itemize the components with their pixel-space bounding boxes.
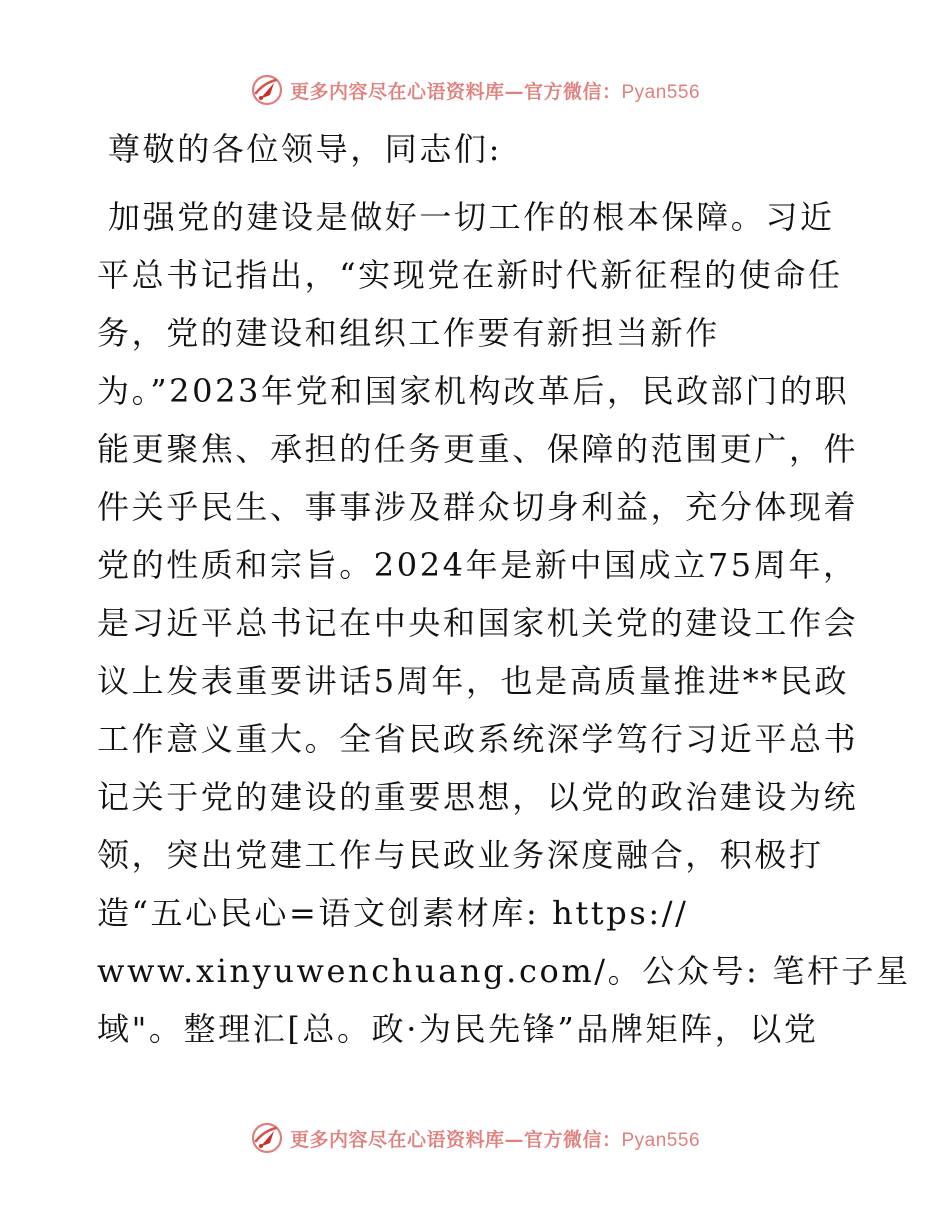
paragraph-line: 记关于党的建设的重要思想，以党的政治建设为统 <box>97 778 859 816</box>
footer-watermark <box>0 1118 950 1158</box>
salutation: 尊敬的各位领导，同志们: <box>108 130 502 168</box>
paragraph-line: 造“五心民心=语文创素材库: https:// <box>97 894 689 932</box>
paragraph-line: 党的性质和宗旨。2024年是新中国成立75周年， <box>97 546 858 584</box>
paragraph-line: www.xinyuwenchuang.com/。公众号: 笔杆子星 <box>97 952 911 990</box>
paragraph-line: 议上发表重要讲话5周年，也是高质量推进**民政 <box>97 662 850 700</box>
header-watermark <box>0 70 950 110</box>
quill-pen-logo-icon <box>250 73 284 107</box>
paragraph-line: 件关乎民生、事事涉及群众切身利益，充分体现着 <box>97 488 859 526</box>
paragraph-line: 平总书记指出，“实现党在新时代新征程的使命任 <box>97 256 843 294</box>
watermark-text: 更多内容尽在心语资料库—官方微信：Pyan556 <box>289 80 701 103</box>
paragraph-line: 领，突出党建工作与民政业务深度融合，积极打 <box>97 836 824 874</box>
quill-pen-logo-icon <box>250 1121 284 1155</box>
document-body <box>97 124 911 1062</box>
watermark-text: 更多内容尽在心语资料库—官方微信：Pyan556 <box>289 1128 701 1151</box>
paragraph-line: 为。”2023年党和国家机构改革后，民政部门的职 <box>97 372 850 410</box>
paragraph-line: 是习近平总书记在中央和国家机关党的建设工作会 <box>97 604 859 642</box>
paragraph-line: 工作意义重大。全省民政系统深学笃行习近平总书 <box>97 720 859 758</box>
paragraph-line: 加强党的建设是做好一切工作的根本保障。习近 <box>108 198 835 236</box>
paragraph-line: 务，党的建设和组织工作要有新担当新作 <box>97 314 720 352</box>
paragraph-line: 能更聚焦、承担的任务更重、保障的范围更广，件 <box>97 430 859 468</box>
paragraph-line: 域"。整理汇[总。政·为民先锋”品牌矩阵，以党 <box>97 1010 819 1048</box>
